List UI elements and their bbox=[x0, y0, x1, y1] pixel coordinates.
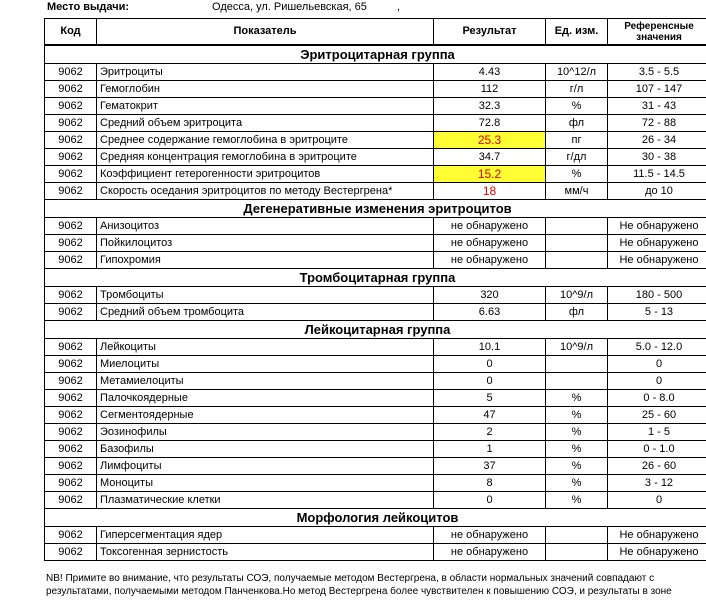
cell-result: 47 bbox=[434, 407, 546, 424]
cell-name: Тромбоциты bbox=[97, 287, 434, 304]
cell-result: 2 bbox=[434, 424, 546, 441]
cell-name: Гипохромия bbox=[97, 252, 434, 269]
cell-reference: 25 - 60 bbox=[608, 407, 706, 424]
cell-result: 32.3 bbox=[434, 98, 546, 115]
header-reference: Референсные значения bbox=[608, 19, 706, 46]
cell-result: 72.8 bbox=[434, 115, 546, 132]
header-code: Код bbox=[45, 19, 97, 46]
table-row bbox=[45, 458, 706, 475]
cell-name: Лимфоциты bbox=[97, 458, 434, 475]
header-name: Показатель bbox=[97, 19, 434, 46]
cell-reference: 26 - 60 bbox=[608, 458, 706, 475]
cell-unit: % bbox=[546, 390, 608, 407]
results-body bbox=[45, 45, 706, 561]
table-row bbox=[45, 527, 706, 544]
cell-result: 8 bbox=[434, 475, 546, 492]
cell-result: 6.63 bbox=[434, 304, 546, 321]
group-title: Эритроцитарная группа bbox=[45, 45, 706, 64]
cell-reference: 0 bbox=[608, 373, 706, 390]
group-title: Лейкоцитарная группа bbox=[45, 321, 706, 339]
cell-unit bbox=[546, 218, 608, 235]
cell-unit: пг bbox=[546, 132, 608, 149]
cell-unit: % bbox=[546, 492, 608, 509]
table-row bbox=[45, 235, 706, 252]
cell-result: 10.1 bbox=[434, 339, 546, 356]
header-result: Результат bbox=[434, 19, 546, 46]
cell-code: 9062 bbox=[45, 166, 97, 183]
cell-name: Эритроциты bbox=[97, 64, 434, 81]
issue-place-label: Место выдачи: bbox=[47, 1, 130, 13]
table-row bbox=[45, 98, 706, 115]
cell-result: не обнаружено bbox=[434, 252, 546, 269]
cell-result: 320 bbox=[434, 287, 546, 304]
cell-name: Гиперсегментация ядер bbox=[97, 527, 434, 544]
table-row bbox=[45, 115, 706, 132]
table-row bbox=[45, 356, 706, 373]
cell-code: 9062 bbox=[45, 544, 97, 561]
group-title: Дегенеративные изменения эритроцитов bbox=[45, 200, 706, 218]
table-row bbox=[45, 492, 706, 509]
cell-name: Лейкоциты bbox=[97, 339, 434, 356]
cell-reference: 72 - 88 bbox=[608, 115, 706, 132]
cell-reference: Не обнаружено bbox=[608, 544, 706, 561]
group-header-row bbox=[45, 321, 706, 339]
cell-name: Коэффициент гетерогенности эритроцитов bbox=[97, 166, 434, 183]
table-row bbox=[45, 304, 706, 321]
cell-unit bbox=[546, 252, 608, 269]
cell-unit: фл bbox=[546, 304, 608, 321]
footnote-line-1: NB! Примите во внимание, что результаты СОЭ, получаемые методом Вестергрена, в области нормальных значений совпадают с bbox=[46, 573, 655, 584]
group-header-row bbox=[45, 45, 706, 64]
cell-reference: 3.5 - 5.5 bbox=[608, 64, 706, 81]
cell-unit bbox=[546, 527, 608, 544]
cell-code: 9062 bbox=[45, 64, 97, 81]
cell-unit bbox=[546, 356, 608, 373]
table-row bbox=[45, 218, 706, 235]
cell-result: не обнаружено bbox=[434, 235, 546, 252]
cell-reference: Не обнаружено bbox=[608, 235, 706, 252]
group-header-row bbox=[45, 509, 706, 527]
cell-name: Анизоцитоз bbox=[97, 218, 434, 235]
cell-unit: % bbox=[546, 166, 608, 183]
cell-unit: % bbox=[546, 475, 608, 492]
issue-place-comma: , bbox=[397, 1, 401, 13]
cell-reference: 107 - 147 bbox=[608, 81, 706, 98]
cell-reference: 5.0 - 12.0 bbox=[608, 339, 706, 356]
cell-reference: 0 - 1.0 bbox=[608, 441, 706, 458]
cell-name: Базофилы bbox=[97, 441, 434, 458]
table-row bbox=[45, 475, 706, 492]
cell-unit bbox=[546, 544, 608, 561]
cell-reference: 0 - 8.0 bbox=[608, 390, 706, 407]
cell-result: 25.3 bbox=[434, 132, 546, 149]
cell-unit: % bbox=[546, 98, 608, 115]
cell-name: Эозинофилы bbox=[97, 424, 434, 441]
cell-unit: % bbox=[546, 424, 608, 441]
cell-unit: 10^9/л bbox=[546, 287, 608, 304]
cell-unit: 10^9/л bbox=[546, 339, 608, 356]
cell-name: Средний объем тромбоцита bbox=[97, 304, 434, 321]
cell-result: 0 bbox=[434, 373, 546, 390]
table-row bbox=[45, 424, 706, 441]
cell-name: Миелоциты bbox=[97, 356, 434, 373]
table-row bbox=[45, 64, 706, 81]
cell-code: 9062 bbox=[45, 407, 97, 424]
cell-result: 18 bbox=[434, 183, 546, 200]
cell-reference: 0 bbox=[608, 492, 706, 509]
group-header-row bbox=[45, 200, 706, 218]
cell-reference: 3 - 12 bbox=[608, 475, 706, 492]
cell-reference: 26 - 34 bbox=[608, 132, 706, 149]
table-row bbox=[45, 287, 706, 304]
cell-code: 9062 bbox=[45, 527, 97, 544]
cell-code: 9062 bbox=[45, 492, 97, 509]
cell-reference: Не обнаружено bbox=[608, 527, 706, 544]
cell-name: Скорость оседания эритроцитов по методу Вестергрена* bbox=[97, 183, 434, 200]
cell-unit: 10^12/л bbox=[546, 64, 608, 81]
cell-code: 9062 bbox=[45, 98, 97, 115]
cell-reference: 1 - 5 bbox=[608, 424, 706, 441]
cell-result: 112 bbox=[434, 81, 546, 98]
cell-result: не обнаружено bbox=[434, 544, 546, 561]
table-row bbox=[45, 149, 706, 166]
table-row bbox=[45, 441, 706, 458]
cell-code: 9062 bbox=[45, 252, 97, 269]
cell-result: 34.7 bbox=[434, 149, 546, 166]
cell-unit bbox=[546, 235, 608, 252]
cell-reference: до 10 bbox=[608, 183, 706, 200]
cell-unit bbox=[546, 373, 608, 390]
cell-result: не обнаружено bbox=[434, 527, 546, 544]
cell-unit: % bbox=[546, 441, 608, 458]
table-row bbox=[45, 390, 706, 407]
cell-name: Средний объем эритроцита bbox=[97, 115, 434, 132]
cell-code: 9062 bbox=[45, 235, 97, 252]
cell-unit: мм/ч bbox=[546, 183, 608, 200]
cell-result: 1 bbox=[434, 441, 546, 458]
cell-code: 9062 bbox=[45, 390, 97, 407]
cell-reference: Не обнаружено bbox=[608, 252, 706, 269]
cell-reference: 30 - 38 bbox=[608, 149, 706, 166]
header-unit: Ед. изм. bbox=[546, 19, 608, 46]
cell-name: Гематокрит bbox=[97, 98, 434, 115]
cell-code: 9062 bbox=[45, 132, 97, 149]
cell-code: 9062 bbox=[45, 373, 97, 390]
cell-code: 9062 bbox=[45, 218, 97, 235]
cell-code: 9062 bbox=[45, 115, 97, 132]
table-row bbox=[45, 544, 706, 561]
cell-name: Гемоглобин bbox=[97, 81, 434, 98]
cell-name: Среднее содержание гемоглобина в эритроците bbox=[97, 132, 434, 149]
footnote bbox=[46, 572, 696, 598]
cell-name: Токсогенная зернистость bbox=[97, 544, 434, 561]
cell-code: 9062 bbox=[45, 149, 97, 166]
cell-code: 9062 bbox=[45, 441, 97, 458]
cell-result: 5 bbox=[434, 390, 546, 407]
cell-code: 9062 bbox=[45, 183, 97, 200]
table-row bbox=[45, 166, 706, 183]
cell-name: Пойкилоцитоз bbox=[97, 235, 434, 252]
table-row bbox=[45, 407, 706, 424]
cell-name: Метамиелоциты bbox=[97, 373, 434, 390]
table-row bbox=[45, 132, 706, 149]
cell-reference: 11.5 - 14.5 bbox=[608, 166, 706, 183]
cell-code: 9062 bbox=[45, 424, 97, 441]
group-header-row bbox=[45, 269, 706, 287]
issue-place bbox=[47, 0, 401, 14]
cell-reference: Не обнаружено bbox=[608, 218, 706, 235]
table-row bbox=[45, 252, 706, 269]
cell-reference: 180 - 500 bbox=[608, 287, 706, 304]
cell-code: 9062 bbox=[45, 81, 97, 98]
cell-name: Палочкоядерные bbox=[97, 390, 434, 407]
cell-name: Средняя концентрация гемоглобина в эритроците bbox=[97, 149, 434, 166]
cell-result: 37 bbox=[434, 458, 546, 475]
cell-name: Плазматические клетки bbox=[97, 492, 434, 509]
table-row bbox=[45, 183, 706, 200]
cell-result: не обнаружено bbox=[434, 218, 546, 235]
cell-name: Моноциты bbox=[97, 475, 434, 492]
cell-result: 4.43 bbox=[434, 64, 546, 81]
cell-result: 15.2 bbox=[434, 166, 546, 183]
cell-unit: фл bbox=[546, 115, 608, 132]
group-title: Морфология лейкоцитов bbox=[45, 509, 706, 527]
table-row bbox=[45, 81, 706, 98]
table-header-row bbox=[45, 19, 706, 46]
cell-code: 9062 bbox=[45, 356, 97, 373]
footnote-line-2: результатами, получаемыми методом Панченкова.Но метод Вестергрена более чувствителен к повышению СОЭ, и результаты в зоне bbox=[46, 586, 672, 597]
cell-unit: г/л bbox=[546, 81, 608, 98]
cell-result: 0 bbox=[434, 356, 546, 373]
cell-reference: 31 - 43 bbox=[608, 98, 706, 115]
cell-unit: % bbox=[546, 407, 608, 424]
table-row bbox=[45, 339, 706, 356]
group-title: Тромбоцитарная группа bbox=[45, 269, 706, 287]
cell-code: 9062 bbox=[45, 287, 97, 304]
cell-code: 9062 bbox=[45, 304, 97, 321]
cell-code: 9062 bbox=[45, 458, 97, 475]
cell-name: Сегментоядерные bbox=[97, 407, 434, 424]
cell-unit: г/дл bbox=[546, 149, 608, 166]
cell-result: 0 bbox=[434, 492, 546, 509]
cell-code: 9062 bbox=[45, 339, 97, 356]
table-row bbox=[45, 373, 706, 390]
cell-unit: % bbox=[546, 458, 608, 475]
cell-code: 9062 bbox=[45, 475, 97, 492]
issue-place-value: Одесса, ул. Ришельевская, 65 bbox=[212, 1, 367, 13]
cell-reference: 5 - 13 bbox=[608, 304, 706, 321]
results-table bbox=[44, 18, 706, 561]
cell-reference: 0 bbox=[608, 356, 706, 373]
